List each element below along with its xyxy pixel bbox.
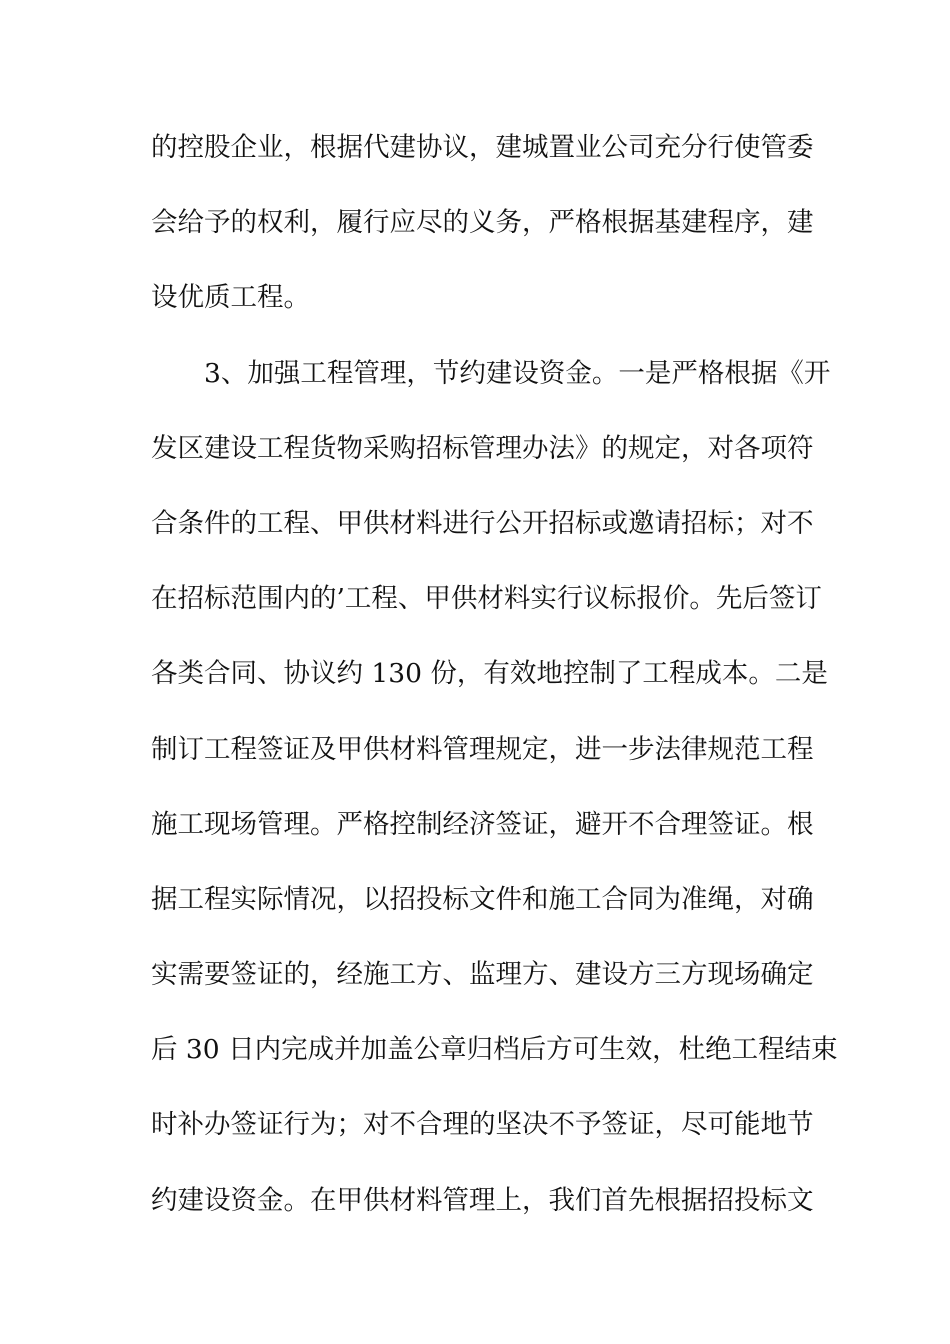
text-line-3: 设优质工程。 xyxy=(151,282,310,314)
body-text xyxy=(151,128,838,1256)
text-line-15: 约建设资金。在甲供材料管理上，我们首先根据招投标文 xyxy=(151,1184,814,1216)
text-line-1: 的控股企业，根据代建协议，建城置业公司充分行使管委 xyxy=(151,132,814,163)
paragraph-3-first-line: 3、加强工程管理，节约建设资金。一是严格根据《开 xyxy=(204,357,831,389)
text-line-8: 各类合同、协议约 130 份，有效地控制了工程成本。二是 xyxy=(151,658,828,690)
text-line-2: 会给予的权利，履行应尽的义务，严格根据基建程序，建 xyxy=(151,207,814,239)
text-line-10: 施工现场管理。严格控制经济签证，避开不合理签证。根 xyxy=(151,808,814,840)
text-line-13: 后 30 日内完成并加盖公章归档后方可生效，杜绝工程结束 xyxy=(151,1034,838,1066)
text-line-14: 时补办签证行为；对不合理的坚决不予签证，尽可能地节 xyxy=(151,1109,814,1141)
text-line-5: 发区建设工程货物采购招标管理办法》的规定，对各项符 xyxy=(151,432,814,464)
text-line-11: 据工程实际情况，以招投标文件和施工合同为准绳，对确 xyxy=(151,883,814,915)
text-line-6: 合条件的工程、甲供材料进行公开招标或邀请招标；对不 xyxy=(151,507,814,539)
text-line-7: 在招标范围内的’工程、甲供材料实行议标报价。先后签订 xyxy=(151,583,822,615)
text-line-9: 制订工程签证及甲供材料管理规定，进一步法律规范工程 xyxy=(151,733,814,765)
text-line-12: 实需要签证的，经施工方、监理方、建设方三方现场确定 xyxy=(151,959,814,991)
